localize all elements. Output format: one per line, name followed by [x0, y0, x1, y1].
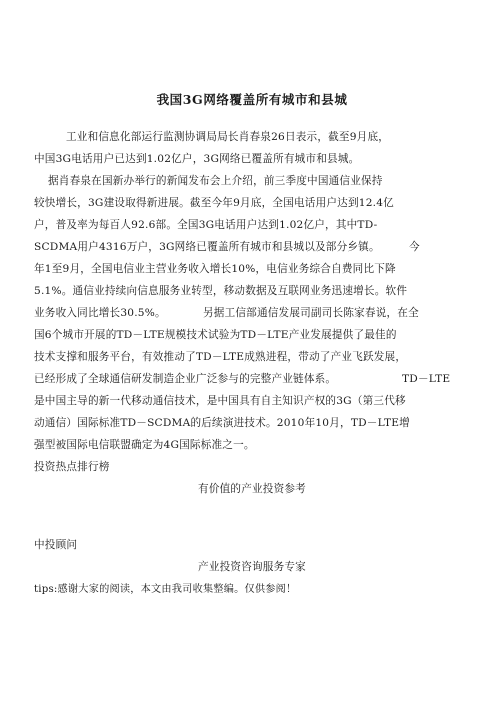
paragraph-line: 较快增长，3G建设取得新进展。截至今年9月底，全国电话用户达到12.4亿 — [34, 197, 394, 209]
paragraph-line: 中国3G电话用户已达到1.02亿户，3G网络已覆盖所有城市和县城。 — [34, 153, 360, 165]
paragraph-line: 另据工信部通信发展司副司长陈家春说，在全 — [203, 307, 419, 319]
paragraph-line: 技术支撑和服务平台，有效推动了TD－LTE成熟进程，带动了产业飞跃发展， — [34, 351, 407, 363]
document-title: 我国3G网络覆盖所有城市和县城 — [156, 92, 348, 107]
paragraph-line: 据肖春泉在国新办举行的新闻发布会上介绍，前三季度中国通信业保持 — [48, 175, 383, 187]
paragraph-line: 已经形成了全球通信研发制造企业广泛参与的完整产业链体系。 — [34, 373, 337, 385]
paragraph-line: 5.1%。通信业持续向信息服务业转型，移动数据及互联网业务迅速增长。软件 — [34, 285, 408, 297]
paragraph-line: 动通信）国际标准TD－SCDMA的后续演进技术。2010年10月，TD－LTE增 — [34, 417, 410, 429]
paragraph-line: 工业和信息化部运行监测协调局局长肖春泉26日表示，截至9月底， — [66, 131, 390, 143]
paragraph-line: SCDMA用户4316万户，3G网络已覆盖所有城市和县城以及部分乡镇。 — [34, 241, 380, 253]
paragraph-line: 今 — [409, 241, 420, 253]
paragraph-line: 业务收入同比增长30.5%。 — [34, 307, 166, 319]
paragraph-line: TD－LTE — [402, 373, 451, 385]
tips-note: tips:感谢大家的阅读，本文由我司收集整编。仅供参阅！ — [34, 584, 297, 595]
advisor-subtitle: 产业投资咨询服务专家 — [198, 561, 306, 573]
section-heading-advisor: 中投顾问 — [34, 539, 78, 551]
paragraph-line: 国6个城市开展的TD－LTE规模技术试验为TD－LTE产业发展提供了最佳的 — [34, 329, 397, 341]
rankings-subtitle: 有价值的产业投资参考 — [198, 483, 306, 495]
paragraph-line: 年1至9月，全国电信业主营业务收入增长10%，电信业务综合自费同比下降 — [34, 263, 396, 275]
paragraph-line: 强型被国际电信联盟确定为4G国际标准之一。 — [34, 439, 255, 451]
section-heading-rankings: 投资热点排行榜 — [34, 461, 110, 473]
paragraph-line: 户，普及率为每百人92.6部。全国3G电话用户达到1.02亿户，其中TD- — [34, 219, 378, 231]
paragraph-line: 是中国主导的新一代移动通信技术，是中国具有自主知识产权的3G（第三代移 — [34, 395, 406, 407]
